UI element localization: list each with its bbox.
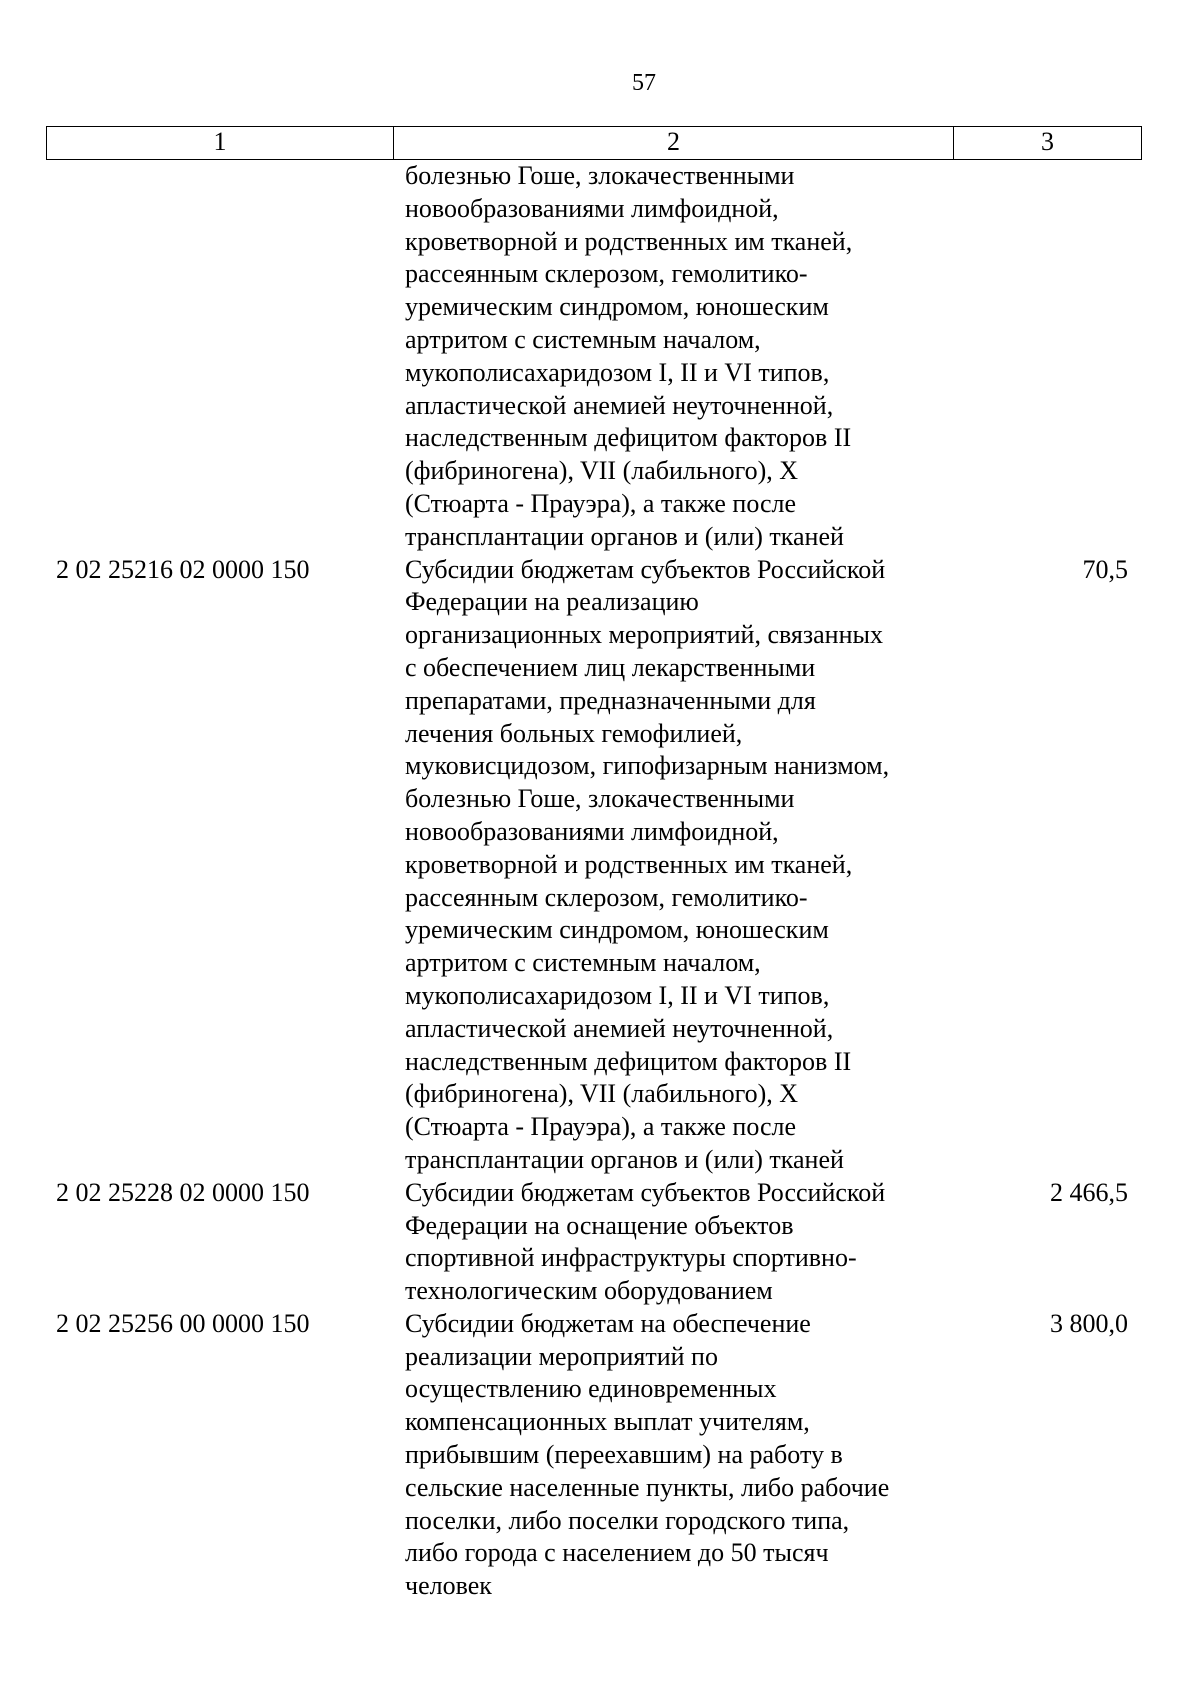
amount: 3 800,0	[1050, 1308, 1128, 1338]
description: Субсидии бюджетам субъектов Российской Федерации на оснащение объектов спортивной инфраструктуры спортивно- технологическим оборудованием	[405, 1177, 886, 1306]
amount: 70,5	[1082, 554, 1128, 584]
budget-code	[46, 160, 393, 554]
header-col-1: 1	[47, 127, 394, 159]
budget-code: 2 02 25228 02 0000 150	[56, 1177, 310, 1207]
description: болезнью Гоше, злокачественными новообразованиями лимфоидной, кроветворной и родственных им тканей, рассеянным склерозом, гемолитико- уремическим синдромом, юношеским артритом с системным началом, мукополисахаридозом I, II и VI типов, апластической анемией неуточненной, наследственным дефицитом факторов II (фибриногена), VII (лабильного), X (Стюарта - Прауэра), а также после трансплантации органов и (или) тканей	[405, 161, 853, 551]
table-body	[46, 160, 1140, 1603]
budget-code: 2 02 25216 02 0000 150	[56, 554, 310, 584]
table-row	[46, 1177, 1140, 1308]
description: Субсидии бюджетам субъектов Российской Федерации на реализацию организационных мероприятий, связанных с обеспечением лиц лекарственными препаратами, предназначенными для лечения больных гемофилией, муковисцидозом, гипофизарным нанизмом, болезнью Гоше, злокачественными новообразованиями лимфоидной, кроветворной и родственных им тканей, рассеянным склерозом, гемолитико- уремическим синдромом, юношеским артритом с системным началом, мукополисахаридозом I, II и VI типов, апластической анемией неуточненной, наследственным дефицитом факторов II (фибриногена), VII (лабильного), X (Стюарта - Прауэра), а также после трансплантации органов и (или) тканей	[405, 554, 890, 1174]
table-row	[46, 1308, 1140, 1603]
amount	[953, 160, 1140, 554]
budget-code: 2 02 25256 00 0000 150	[56, 1308, 310, 1338]
page-number: 57	[632, 70, 656, 96]
table-row	[46, 160, 1140, 554]
table-header	[46, 126, 1142, 160]
description: Субсидии бюджетам на обеспечение реализации мероприятий по осуществлению единовременных компенсационных выплат учителям, прибывшим (переехавшим) на работу в сельские населенные пункты, либо рабочие поселки, либо поселки городского типа, либо города с населением до 50 тысяч человек	[405, 1308, 890, 1601]
header-col-3: 3	[1041, 127, 1054, 156]
table-row	[46, 554, 1140, 1177]
amount: 2 466,5	[1050, 1177, 1128, 1207]
header-col-2: 2	[394, 127, 954, 159]
